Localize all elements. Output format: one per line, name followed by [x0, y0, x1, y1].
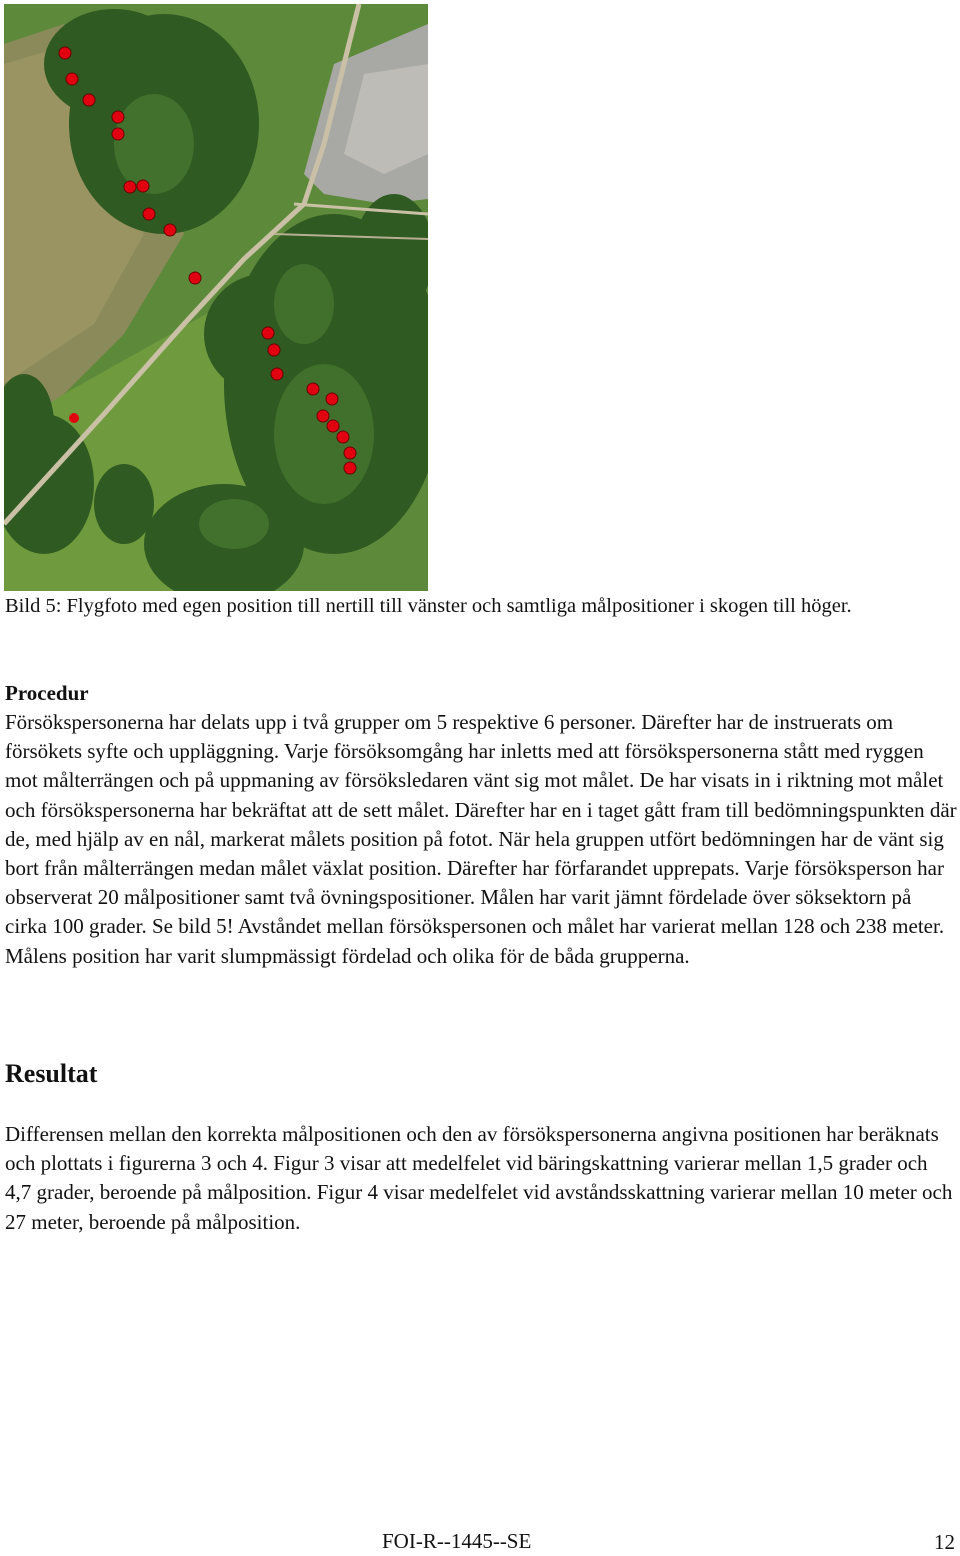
target-marker	[59, 47, 71, 59]
target-marker	[317, 410, 329, 422]
target-marker	[66, 73, 78, 85]
procedure-paragraph: Försökspersonerna har delats upp i två grupper om 5 respektive 6 personer. Därefter har de instruerats om försökets syfte och uppläggning. Varje försöksomgång har inletts med att försökspersonerna stått med ryggen mot målterrängen och på uppmaning av försöksledaren vänt sig mot målet. De har visats in i riktning mot målet och försökspersonerna har bekräftat att de sett målet. Därefter har en i taget gått fram till bedömningspunkten där de, med hjälp av en nål, markerat målets position på fotot. När hela gruppen utfört bedömningen har de vänt sig bort från målterrängen medan målet växlat position. Därefter har förfarandet upprepats. Varje försöksperson har observerat 20 målpositioner samt två övningspositioner. Målen har varit jämnt fördelade över söksektorn på cirka 100 grader. Se bild 5! Avståndet mellan försökspersonen och målet har varierat mellan 128 och 238 meter. Målens position har varit slumpmässigt fördelad och olika för de båda grupperna.	[5, 710, 957, 968]
report-id: FOI-R--1445--SE	[382, 1529, 532, 1553]
page-number: 12	[934, 1530, 955, 1554]
own-position-marker	[69, 413, 79, 423]
procedure-heading: Procedur	[5, 681, 89, 705]
target-marker	[164, 224, 176, 236]
results-paragraph: Differensen mellan den korrekta målpositionen och den av försökspersonerna angivna positionen har beräknats och plottats i figurerna 3 och 4. Figur 3 visar att medelfelet vid bäringskattning varierar mellan 1,5 grader och 4,7 grader, beroende på målposition. Figur 4 visar medelfelet vid avståndsskattning varierar mellan 10 meter och 27 meter, beroende på målposition.	[5, 1122, 953, 1234]
target-marker	[268, 344, 280, 356]
target-marker	[344, 462, 356, 474]
target-marker	[83, 94, 95, 106]
target-marker	[344, 447, 356, 459]
target-marker	[112, 128, 124, 140]
target-marker	[137, 180, 149, 192]
target-marker	[262, 327, 274, 339]
aerial-photo	[4, 4, 428, 591]
results-heading: Resultat	[5, 1059, 98, 1088]
figure-caption: Bild 5: Flygfoto med egen position till nertill till vänster och samtliga målpositioner i skogen till höger.	[5, 595, 852, 617]
target-marker	[307, 383, 319, 395]
target-marker	[189, 272, 201, 284]
target-marker	[271, 368, 283, 380]
aerial-photo-map	[4, 4, 428, 591]
target-marker	[326, 393, 338, 405]
target-marker	[143, 208, 155, 220]
target-marker	[124, 181, 136, 193]
target-marker	[337, 431, 349, 443]
target-marker	[327, 420, 339, 432]
target-marker	[112, 111, 124, 123]
